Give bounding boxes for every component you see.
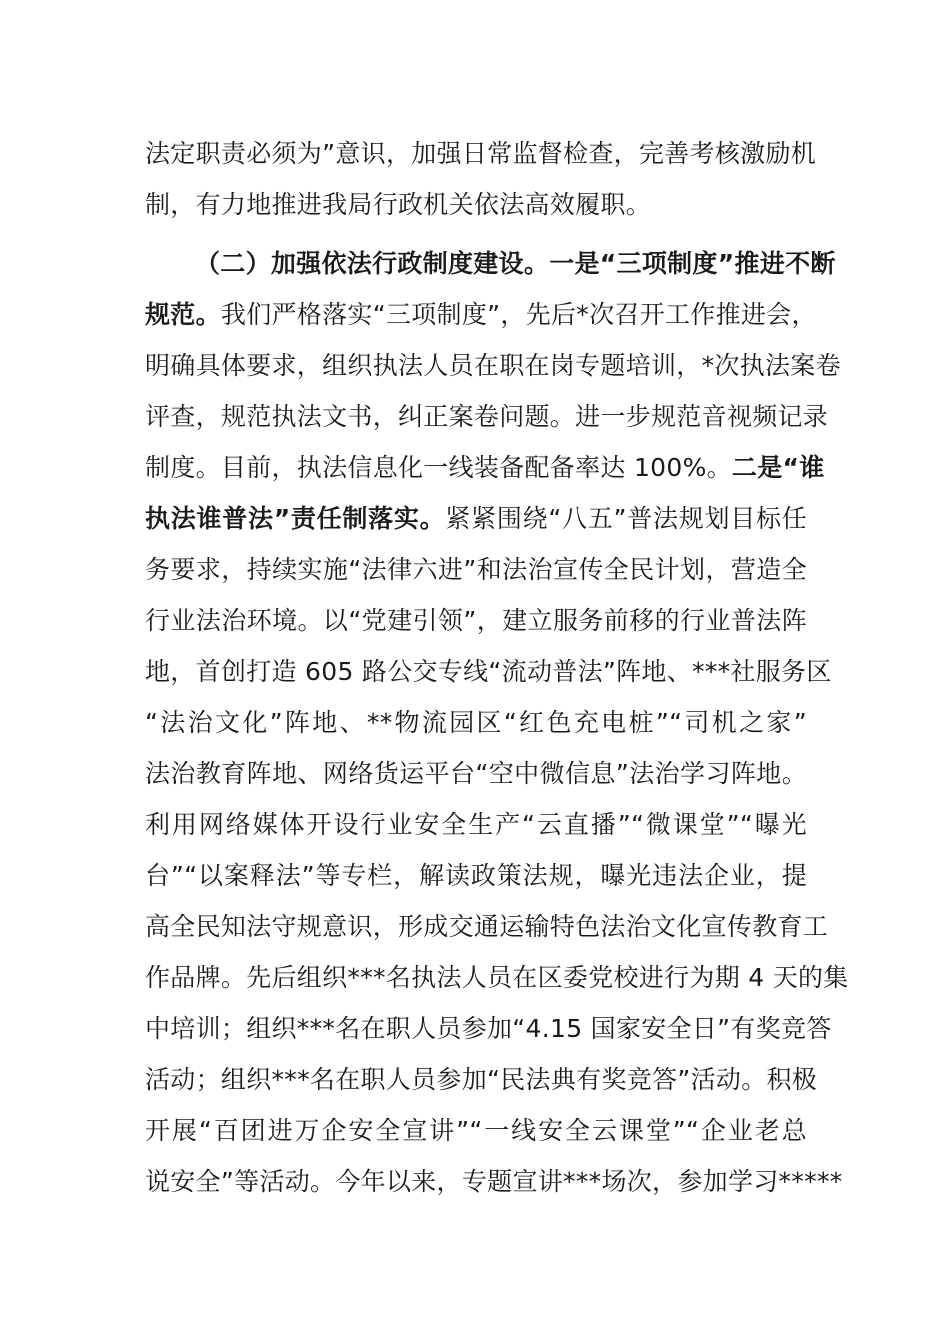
text-line — [145, 289, 817, 340]
text-line — [145, 442, 825, 493]
text-line: 法治教育阵地、网络货运平台“空中微信息”法治学习阵地。 — [145, 759, 807, 788]
bold-text: （二）加强依法行政制度建设。一是“三项制度”推进不断 — [195, 249, 836, 278]
text-line: 中培训；组织***名在职人员参加“4.15 国家安全日”有奖竞答 — [145, 1014, 832, 1043]
text-line: 作品牌。先后组织***名执法人员在区委党校进行为期 4 天的集 — [145, 963, 849, 992]
text-line: 台”“以案释法”等专栏，解读政策法规，曝光违法企业，提 — [145, 861, 807, 890]
text-line: 法定职责必须为”意识，加强日常监督检查，完善考核激励机 — [145, 139, 817, 168]
body-text: 紧紧围绕“八五”普法规划目标任 — [445, 504, 807, 533]
text-line: 评查，规范执法文书，纠正案卷问题。进一步规范音视频记录 — [145, 402, 829, 431]
bold-text: 二是“谁 — [731, 453, 825, 482]
text-line: 开展“百团进万企安全宣讲”“一线安全云课堂”“企业老总 — [145, 1116, 807, 1145]
text-line — [145, 493, 807, 544]
section-heading-line — [145, 238, 836, 289]
text-line: 活动；组织***名在职人员参加“民法典有奖竞答”活动。积极 — [145, 1065, 818, 1094]
text-line: “法治文化”阵地、**物流园区“红色充电桩”“司机之家” — [145, 708, 807, 737]
text-line: 利用网络媒体开设行业安全生产“云直播”“微课堂”“曝光 — [145, 810, 807, 839]
body-text: 制度。目前，执法信息化一线装备配备率达 100%。 — [145, 453, 732, 482]
paragraph-continued — [145, 128, 817, 230]
text-line: 行业法治环境。以“党建引领”，建立服务前移的行业普法阵 — [145, 606, 807, 635]
bold-text: 规范。 — [145, 300, 221, 329]
bold-text: 执法谁普法”责任制落实。 — [145, 504, 446, 533]
text-line: 明确具体要求，组织执法人员在职在岗专题培训，*次执法案卷 — [145, 351, 841, 380]
paragraph-section-2 — [145, 238, 849, 1207]
body-text: 我们严格落实“三项制度”，先后*次召开工作推进会， — [220, 300, 817, 329]
text-line: 说安全”等活动。今年以来，专题宣讲***场次，参加学习***** — [145, 1167, 843, 1196]
text-line: 高全民知法守规意识，形成交通运输特色法治文化宣传教育工 — [145, 912, 829, 941]
text-line: 制，有力地推进我局行政机关依法高效履职。 — [145, 190, 652, 219]
text-line: 务要求，持续实施“法律六进”和法治宣传全民计划，营造全 — [145, 555, 807, 584]
text-line: 地，首创打造 605 路公交专线“流动普法”阵地、***社服务区 — [145, 657, 832, 686]
